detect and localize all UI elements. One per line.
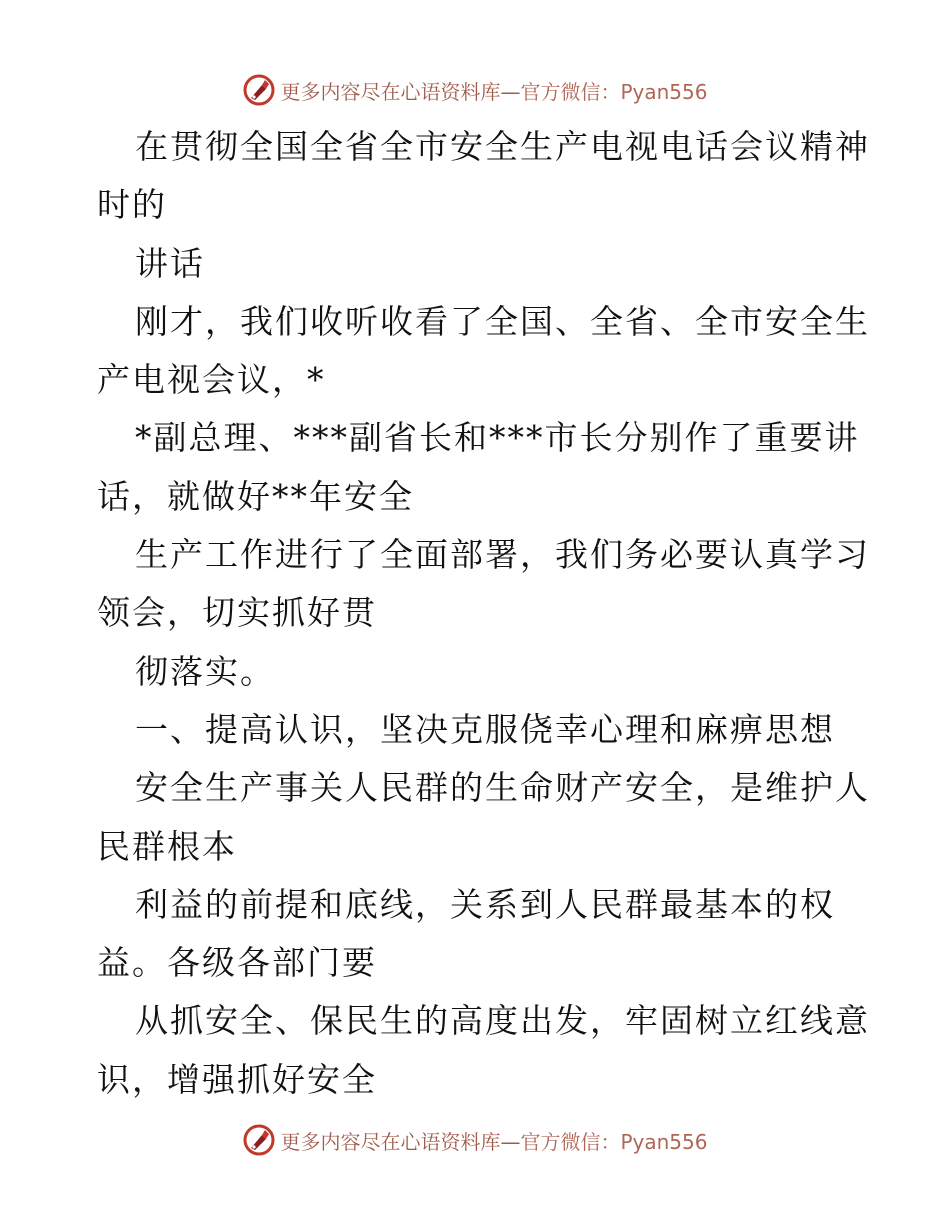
text-line: 产电视会议，* xyxy=(97,360,326,400)
document-body xyxy=(97,118,870,1109)
text-line: 领会，切实抓好贯 xyxy=(97,593,377,633)
watermark-wechat: 官方微信：Pyan556 xyxy=(520,1129,708,1154)
text-line: 识，增强抓好安全 xyxy=(97,1059,377,1099)
text-line: 彻落实。 xyxy=(135,651,275,691)
pen-nib-logo-icon xyxy=(242,73,276,107)
watermark-text xyxy=(280,1126,707,1155)
text-line: 利益的前提和底线，关系到人民群最基本的权 xyxy=(135,884,835,924)
text-line: 刚才，我们收听收看了全国、全省、全市安全生 xyxy=(135,301,870,341)
text-line: 在贯彻全国全省全市安全生产电视电话会议精神 xyxy=(135,127,870,166)
watermark-separator: — xyxy=(500,1129,521,1154)
text-line: *副总理、***副省长和***市长分别作了重要讲 xyxy=(135,418,860,458)
text-line: 民群根本 xyxy=(97,826,237,866)
text-line: 益。各级各部门要 xyxy=(97,943,377,983)
pen-nib-logo-icon xyxy=(242,1123,276,1157)
watermark-brand: 更多内容尽在心语资料库 xyxy=(280,1129,501,1154)
text-line: 安全生产事关人民群的生命财产安全，是维护人 xyxy=(135,768,870,808)
watermark-brand: 更多内容尽在心语资料库 xyxy=(280,79,501,104)
watermark-wechat: 官方微信：Pyan556 xyxy=(520,79,708,104)
watermark-separator: — xyxy=(500,79,521,104)
watermark-text xyxy=(280,76,707,105)
header-watermark xyxy=(0,68,950,112)
text-line: 一、提高认识，坚决克服侥幸心理和麻痹思想 xyxy=(135,709,835,749)
text-line: 生产工作进行了全面部署，我们务必要认真学习 xyxy=(135,535,870,575)
text-line: 讲话 xyxy=(135,243,205,283)
text-line: 话，就做好**年安全 xyxy=(97,476,414,516)
text-line: 从抓安全、保民生的高度出发，牢固树立红线意 xyxy=(135,1001,870,1041)
text-line: 时的 xyxy=(97,185,167,225)
footer-watermark xyxy=(0,1118,950,1162)
